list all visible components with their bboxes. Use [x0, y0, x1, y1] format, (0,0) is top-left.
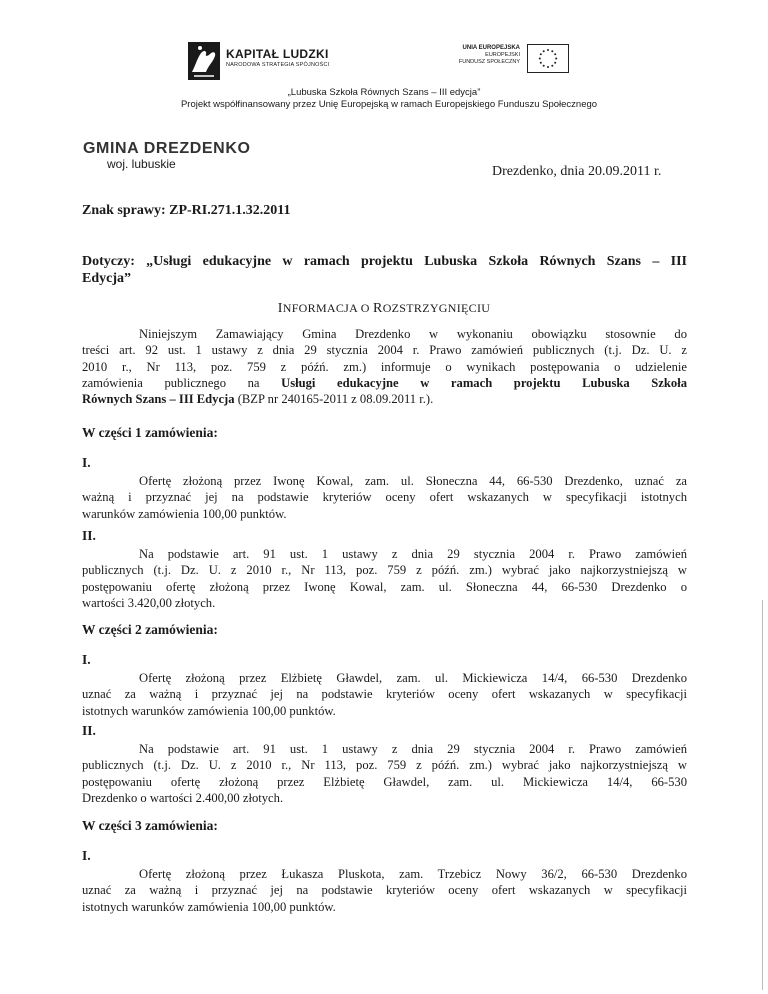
heading-cap-i: I: [277, 301, 283, 316]
scan-edge-divider: [762, 600, 763, 990]
part2-i-line-2: uznać za ważną i przyznać jej na podstawie kryteriów oceny ofert wskazanych w specyfikacji: [82, 687, 687, 702]
intro-line-4b: Usługi edukacyjne w ramach projektu Lubuska Szkoła: [281, 375, 687, 390]
part3-i-line-3: istotnych warunków zamówienia 100,00 punktów.: [82, 899, 336, 914]
project-name: „Lubuska Szkoła Równych Szans – III edycja”: [287, 87, 481, 98]
eu-flag-icon: [527, 44, 569, 73]
part1-ii-line-4: wartości 3.420,00 złotych.: [82, 595, 216, 610]
part2-section-i-label: I.: [82, 652, 91, 667]
eu-caption-line1: UNIA EUROPEJSKA: [462, 45, 520, 51]
intro-line-3: 2010 r., Nr 113, poz. 759 z późń. zm.) informuje o wynikach postępowania o udzielenie: [82, 359, 687, 374]
part2-section-ii-label: II.: [82, 723, 96, 738]
part2-section-ii: [82, 741, 687, 806]
document-heading: [0, 301, 768, 317]
eu-caption-line2: EUROPEJSKI: [485, 52, 520, 58]
part3-i-line-1: Ofertę złożoną przez Łukasza Pluskota, zam. Trzebicz Nowy 36/2, 66-530 Drezdenko: [139, 867, 687, 881]
part2-title: W części 2 zamówienia:: [82, 622, 218, 637]
part1-ii-line-3: postępowaniu ofertę złożoną przez Iwonę Kowal, zam. ul. Słoneczna 44, 66-530 Drezdenko o: [82, 579, 687, 594]
part2-section-i: [82, 670, 687, 719]
part1-title: W części 1 zamówienia:: [82, 425, 218, 440]
heading-part-1: NFORMACJA: [282, 301, 361, 315]
eu-logo-caption: [430, 45, 520, 66]
sender-region: woj. lubuskie: [107, 157, 176, 171]
heading-part-o: O: [360, 301, 374, 315]
part3-title: W części 3 zamówienia:: [82, 818, 218, 833]
part2-i-line-1: Ofertę złożoną przez Elżbietę Gławdel, zam. ul. Mickiewicza 14/4, 66-530 Drezdenko: [139, 671, 687, 685]
part1-section-ii: [82, 546, 687, 611]
kapital-ludzki-subtitle: NARODOWA STRATEGIA SPÓJNOŚCI: [226, 62, 330, 68]
part1-i-line-3: warunków zamówienia 100,00 punktów.: [82, 506, 287, 521]
part3-i-line-2: uznać za ważną i przyznać jej na podstawie kryteriów oceny ofert wskazanych w specyfikacji: [82, 883, 687, 898]
intro-line-5a: Równych Szans – III Edycja: [82, 392, 235, 407]
part1-section-ii-label: II.: [82, 528, 96, 543]
project-cofinance-note: Projekt współfinansowany przez Unię Europejską w ramach Europejskiego Funduszu Społecznego: [180, 99, 598, 110]
part2-ii-line-1: Na podstawie art. 91 ust. 1 ustawy z dnia 29 stycznia 2004 r. Prawo zamówień: [139, 742, 687, 756]
intro-line-4: [82, 375, 687, 391]
part2-ii-line-4: Drezdenko o wartości 2.400,00 złotych.: [82, 790, 284, 805]
eu-caption-line3: FUNDUSZ SPOŁECZNY: [458, 59, 520, 65]
part2-ii-line-3: postępowaniu ofertę złożoną przez Elżbietę Gławdel, zam. ul. Mickiewicza 14/4, 66-530: [82, 774, 687, 789]
intro-line-4a: zamówienia publicznego na: [82, 375, 282, 390]
part1-section-i: [82, 473, 687, 522]
intro-line-5b: (BZP nr 240165-2011 z 08.09.2011 r.).: [234, 392, 434, 407]
subject-line-1: Dotyczy: „Usługi edukacyjne w ramach projektu Lubuska Szkoła Równych Szans – III: [82, 254, 687, 269]
part2-i-line-3: istotnych warunków zamówienia 100,00 punktów.: [82, 703, 336, 718]
intro-line-1: Niniejszym Zamawiający Gmina Drezdenko w wykonaniu obowiązku stosownie do: [139, 327, 687, 341]
subject-line-2: Edycja”: [82, 271, 131, 286]
kapital-ludzki-logo-icon: [188, 42, 220, 80]
heading-cap-r: R: [373, 301, 383, 316]
part3-section-i: [82, 866, 687, 915]
intro-line-5: [82, 391, 687, 407]
part1-i-line-2: ważną i przyznać jej na podstawie kryteriów oceny ofert wskazanych w specyfikacji istotnych: [82, 490, 687, 505]
part1-ii-line-2: publicznych (t.j. Dz. U. z 2010 r., Nr 113, poz. 759 z późń. zm.) wybrać jako najkorzystniejszą w: [82, 563, 687, 578]
part2-ii-line-2: publicznych (t.j. Dz. U. z 2010 r., Nr 113, poz. 759 z późń. zm.) wybrać jako najkorzystniejszą w: [82, 758, 687, 773]
part3-section-i-label: I.: [82, 848, 91, 863]
heading-part-2: OZSTRZYGNIĘCIU: [382, 301, 491, 315]
part1-section-i-label: I.: [82, 455, 91, 470]
kapital-ludzki-title: KAPITAŁ LUDZKI: [226, 47, 329, 61]
intro-paragraph: [82, 326, 687, 407]
part1-i-line-1: Ofertę złożoną przez Iwonę Kowal, zam. ul. Słoneczna 44, 66-530 Drezdenko, uznać za: [139, 474, 687, 488]
sender-name: GMINA DREZDENKO: [83, 140, 251, 157]
case-number: Znak sprawy: ZP-RI.271.1.32.2011: [82, 203, 291, 218]
intro-line-2: treści art. 92 ust. 1 ustawy z dnia 29 stycznia 2004 r. Prawo zamówień publicznych (t.j. Dz. U. z: [82, 343, 687, 358]
document-date: Drezdenko, dnia 20.09.2011 r.: [492, 164, 662, 179]
part1-ii-line-1: Na podstawie art. 91 ust. 1 ustawy z dnia 29 stycznia 2004 r. Prawo zamówień: [139, 547, 687, 561]
